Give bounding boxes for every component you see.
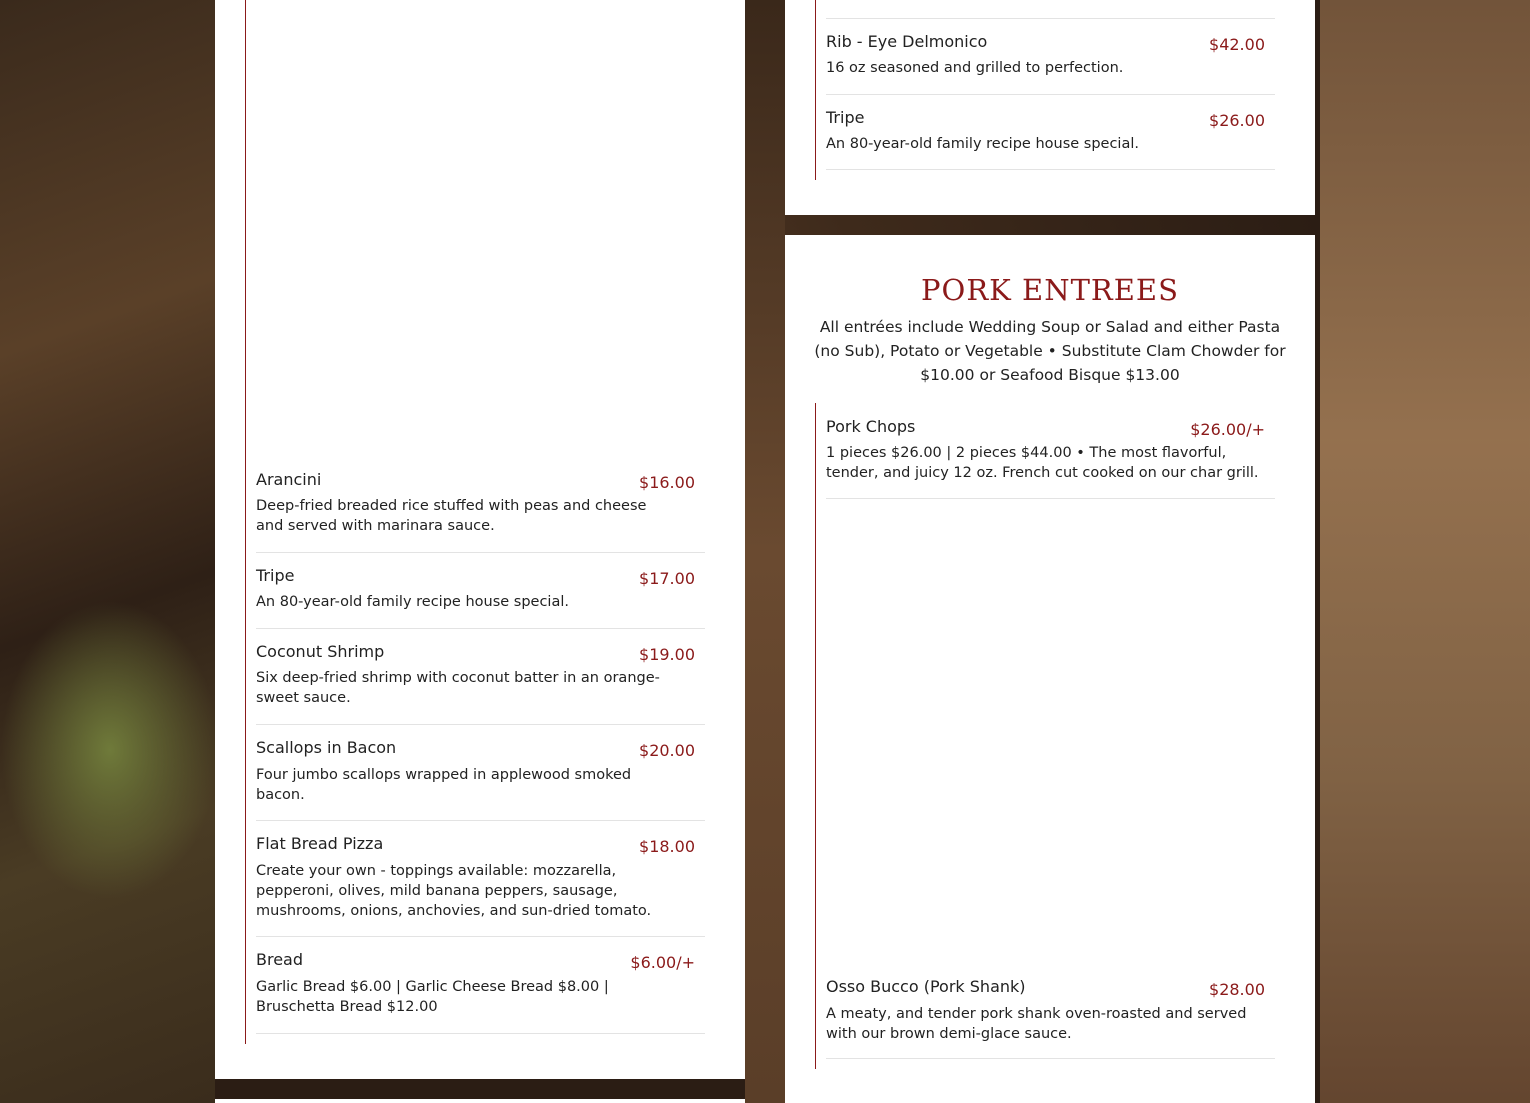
item-price: $6.00/+ — [630, 953, 695, 972]
item-name: Osso Bucco (Pork Shank) — [826, 977, 1026, 996]
item-price: $18.00 — [639, 837, 695, 856]
item-description: Deep-fried breaded rice stuffed with peas and cheese and served with marinara sauce. — [256, 498, 647, 534]
appetizers-panel — [215, 0, 745, 1079]
item-price: $42.00 — [1209, 35, 1265, 54]
item-price: $26.00/+ — [1190, 420, 1265, 439]
background-image-center — [745, 0, 785, 1103]
item-price: $19.00 — [639, 645, 695, 664]
menu-item — [256, 566, 705, 629]
background-image-green — [0, 600, 220, 900]
item-name: Flat Bread Pizza — [256, 834, 384, 853]
beef-panel — [785, 0, 1315, 215]
background-image-right — [1320, 0, 1530, 1103]
menu-item-cut — [826, 0, 1275, 19]
item-description: 1 pieces $26.00 | 2 pieces $44.00 • The most flavorful, tender, and juicy 12 oz. French cut cooked on our char grill. — [826, 445, 1259, 481]
item-description: Create your own - toppings available: mozzarella, pepperoni, olives, mild banana peppers, sausage, mushrooms, onions, anchovies, and sun-dried tomato. — [256, 863, 652, 919]
item-name: Tripe — [826, 108, 865, 127]
pork-panel — [785, 235, 1315, 1103]
menu-item — [256, 642, 705, 725]
menu-item — [826, 108, 1275, 170]
item-description: An 80-year-old family recipe house special. — [256, 594, 569, 610]
menu-item — [826, 417, 1275, 499]
item-price: $17.00 — [639, 569, 695, 588]
item-price: $20.00 — [639, 741, 695, 760]
item-description: A meaty, and tender pork shank oven-roasted and served with our brown demi-glace sauce. — [826, 1006, 1247, 1042]
item-description: Four jumbo scallops wrapped in applewood smoked bacon. — [256, 767, 632, 803]
item-name: Bread — [256, 950, 304, 969]
item-name: Rib - Eye Delmonico — [826, 32, 988, 51]
section-subtitle: All entrées include Wedding Soup or Salad and either Pasta (no Sub), Potato or Vegetable • Substitute Clam Chowder for $10.00 or Seafood Bisque $13.00 — [814, 318, 1286, 384]
item-name: Arancini — [256, 470, 322, 489]
item-description: Garlic Bread $6.00 | Garlic Cheese Bread $8.00 | Bruschetta Bread $12.00 — [256, 979, 609, 1015]
beef-list — [815, 0, 1275, 180]
item-name: Coconut Shrimp — [256, 642, 385, 661]
item-description: An 80-year-old family recipe house special. — [826, 136, 1139, 152]
item-price: $16.00 — [639, 473, 695, 492]
item-description: 16 oz seasoned and grilled to perfection. — [826, 60, 1124, 76]
item-name: Tripe — [256, 566, 295, 585]
item-price: $26.00 — [1209, 111, 1265, 130]
appetizers-list — [245, 0, 705, 1044]
section-title: PORK ENTREES — [921, 273, 1179, 307]
pork-list — [815, 403, 1275, 1069]
item-name: Pork Chops — [826, 417, 916, 436]
menu-item — [826, 977, 1275, 1059]
item-description: Six deep-fried shrimp with coconut batter in an orange-sweet sauce. — [256, 670, 660, 706]
item-name: Scallops in Bacon — [256, 738, 397, 757]
menu-item — [256, 834, 705, 937]
menu-item — [826, 32, 1275, 95]
item-price: $28.00 — [1209, 980, 1265, 999]
background-image-left — [0, 0, 215, 1103]
menu-item — [256, 950, 705, 1034]
menu-item — [256, 738, 705, 821]
next-section-panel — [215, 1099, 745, 1103]
menu-item — [256, 470, 705, 553]
